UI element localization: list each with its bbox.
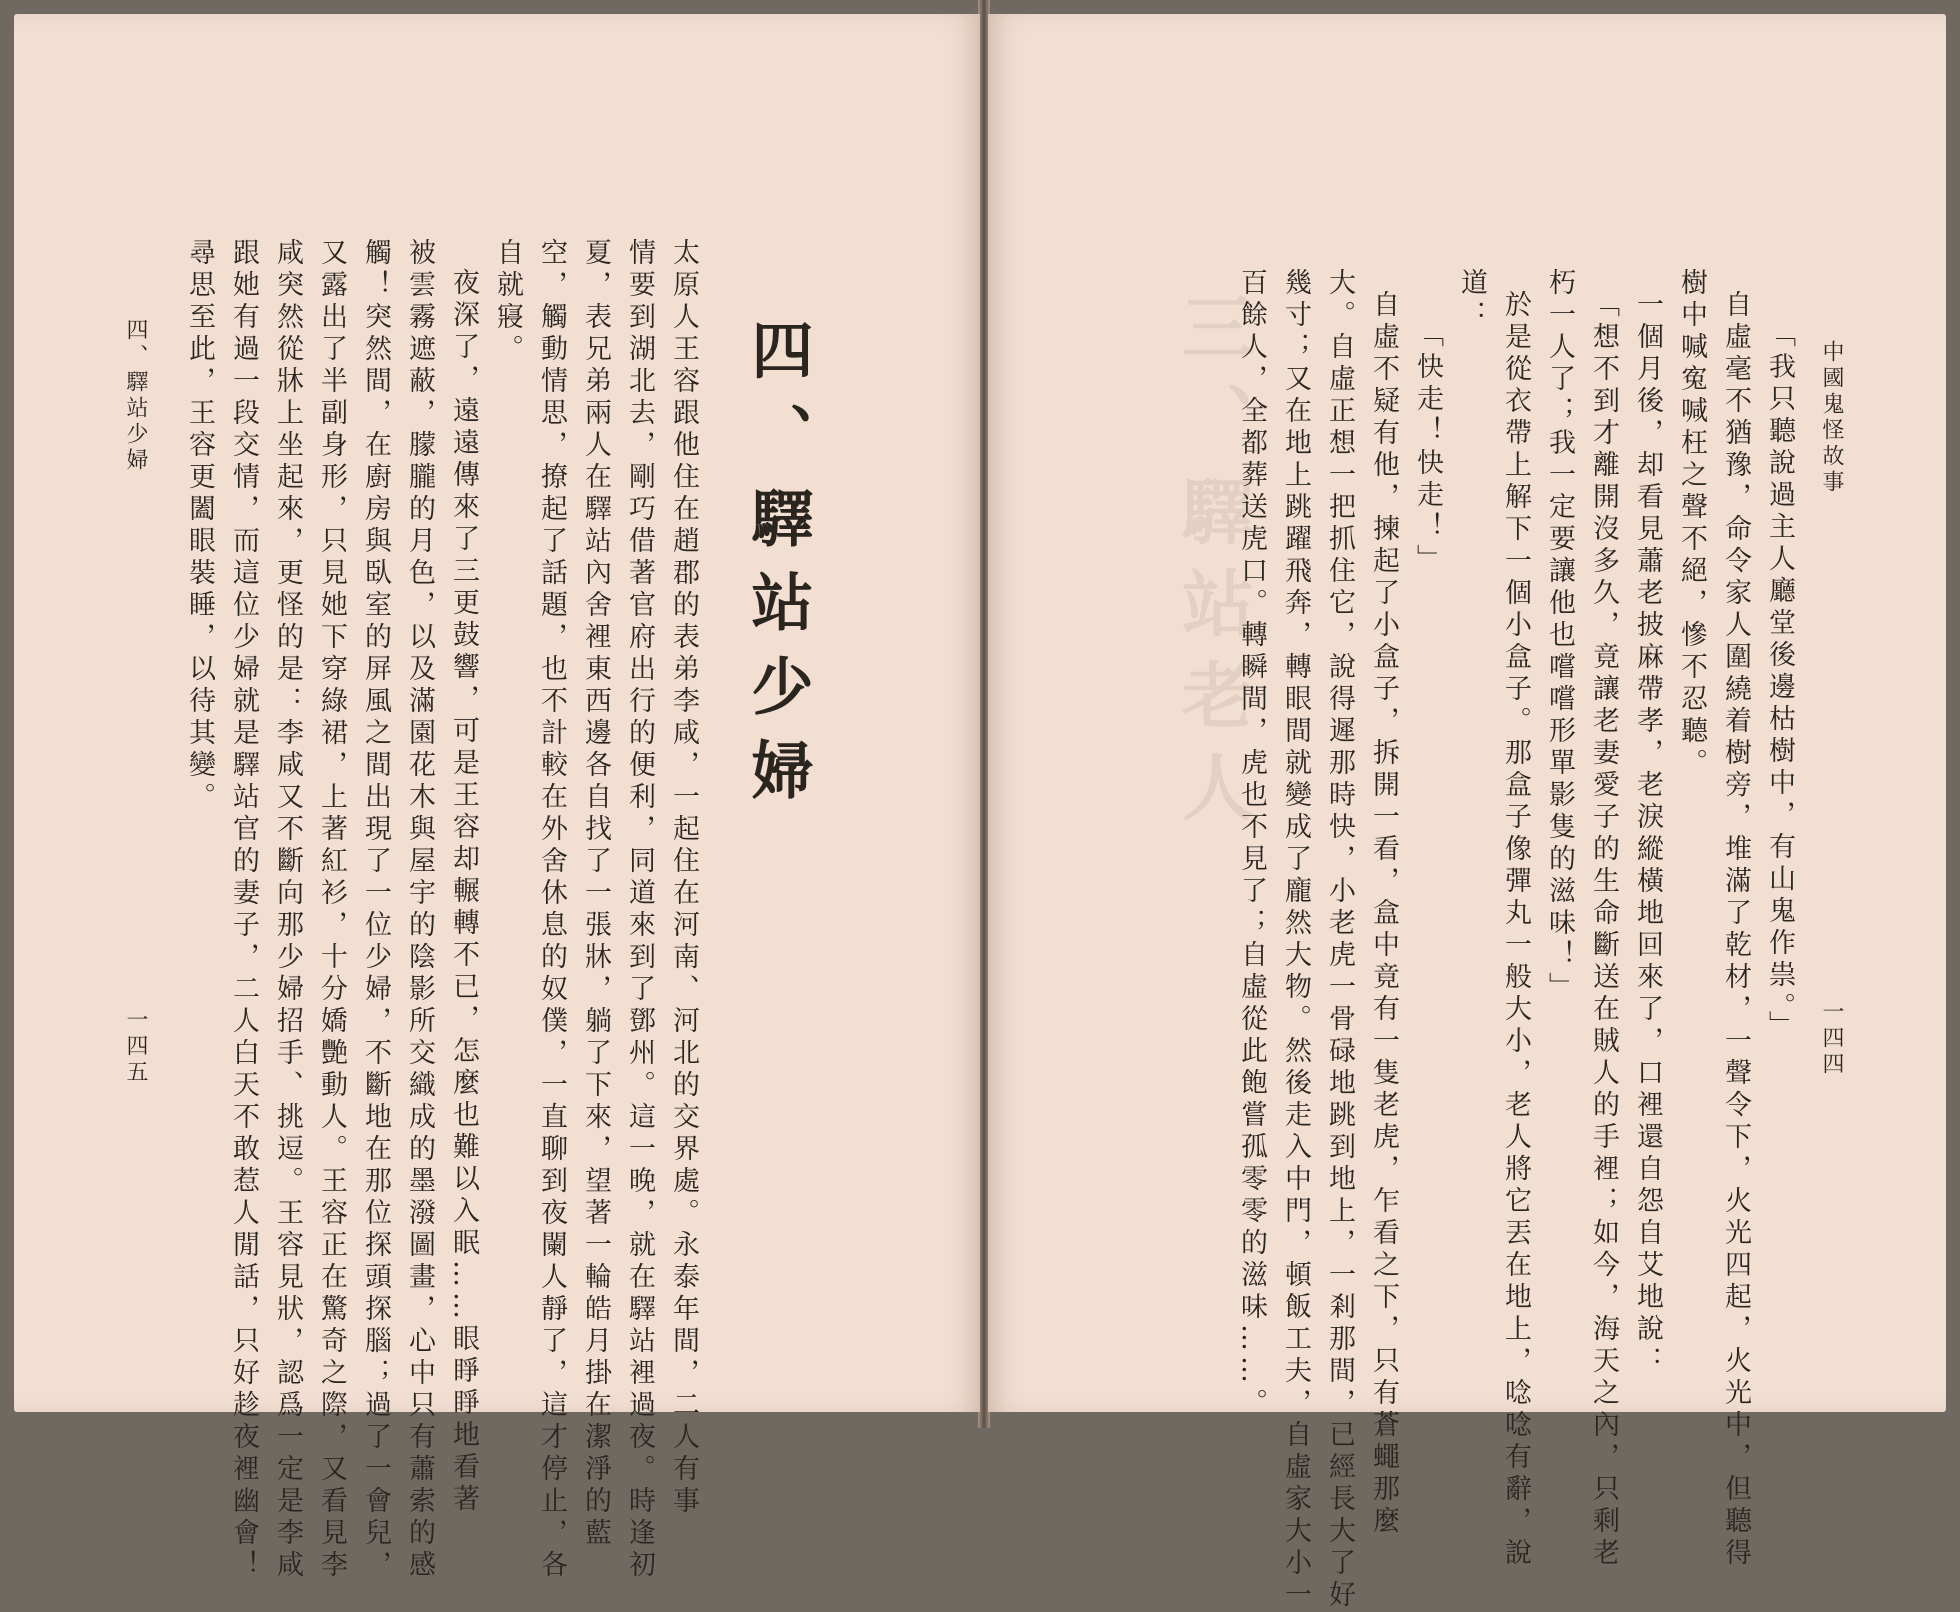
right-line-5: 「想不到才離開沒多久，竟讓老妻愛子的生命斷送在賊人的手裡；如今，海天之內，只剩老: [1588, 290, 1619, 1570]
left-page: [14, 14, 980, 1412]
left-footer-title: 四、驛站少婦: [123, 318, 148, 474]
right-line-9: 「快走！快走！」: [1412, 320, 1443, 576]
left-line-6: 夜深了，遠遠傳來了三更鼓響，可是王容却輾轉不已，怎麼也難以入眠……眼睜睜地看著: [448, 268, 479, 1516]
right-line-10: 自虛不疑有他，揀起了小盒子，拆開一看，盒中竟有一隻老虎，乍看之下，只有蒼蠅那麼: [1368, 290, 1399, 1538]
left-line-9: 又露出了半副身形，只見她下穿綠裙，上著紅衫，十分嬌艷動人。王容正在驚奇之際，又看見李: [316, 238, 347, 1582]
left-line-10: 咸突然從牀上坐起來，更怪的是：李咸又不斷向那少婦招手、挑逗。王容見狀，認爲一定是李咸: [272, 238, 303, 1582]
right-line-2: 自虛毫不猶豫，命令家人圍繞着樹旁，堆滿了乾材，一聲令下，火光四起，火光中，但聽得: [1720, 290, 1751, 1570]
right-page: [988, 14, 1946, 1412]
right-line-4: 一個月後，却看見蕭老披麻帶孝，老淚縱橫地回來了，口裡還自怨自艾地說：: [1632, 290, 1663, 1378]
left-line-12: 尋思至此，王容更闔眼裝睡，以待其變。: [184, 238, 215, 814]
left-line-5: 自就寢。: [492, 238, 523, 366]
left-line-11: 跟她有過一段交情，而這位少婦就是驛站官的妻子，二人白天不敢惹人閒話，只好趁夜裡幽會！: [228, 238, 259, 1582]
left-page-number: 一四五: [123, 1008, 148, 1086]
running-header: 中國鬼怪故事: [1819, 340, 1844, 496]
left-line-2: 情要到湖北去，剛巧借著官府出行的便利，同道來到了鄧州。這一晚，就在驛站裡過夜。時逢初: [624, 238, 655, 1582]
bleed-through-text: 三、驛站老人: [1170, 290, 1254, 842]
left-line-1: 太原人王容跟他住在趙郡的表弟李咸，一起住在河南、河北的交界處。永泰年間，二人有事: [668, 238, 699, 1518]
right-line-1: 「我只聽說過主人廳堂後邊枯樹中，有山鬼作祟。」: [1764, 320, 1795, 1043]
right-line-7: 於是從衣帶上解下一個小盒子。那盒子像彈丸一般大小，老人將它丟在地上，唸唸有辭，說: [1500, 290, 1531, 1570]
right-line-12: 幾寸；又在地上跳躍飛奔，轉眼間就變成了龐然大物。然後走入中門，頓飯工夫，自虛家大小一: [1280, 268, 1311, 1612]
chapter-title: 四、驛站少婦: [741, 318, 814, 822]
right-line-13: 百餘人，全都葬送虎口。轉瞬間，虎也不見了；自虛從此飽嘗孤零零的滋味……。: [1236, 268, 1267, 1420]
right-line-3: 樹中喊寃喊枉之聲不絕，慘不忍聽。: [1676, 268, 1707, 780]
left-line-3: 夏，表兄弟兩人在驛站內舍裡東西邊各自找了一張牀，躺了下來，望著一輪皓月掛在潔淨的藍: [580, 238, 611, 1550]
right-page-number: 一四四: [1819, 1000, 1844, 1078]
right-line-11: 大。自虛正想一把抓住它，說得遲那時快，小老虎一骨碌地跳到地上，一剎那間，已經長大了好: [1324, 268, 1355, 1612]
right-line-6: 朽一人了；我一定要讓他也嚐嚐形單影隻的滋味！」: [1544, 268, 1575, 1004]
left-line-7: 被雲霧遮蔽，朦朧的月色，以及滿園花木與屋宇的陰影所交織成的墨潑圖畫，心中只有蕭索的感: [404, 238, 435, 1582]
left-line-4: 空，觸動情思，撩起了話題，也不計較在外舍休息的奴僕，一直聊到夜闌人靜了，這才停止，各: [536, 238, 567, 1582]
right-line-8: 道：: [1456, 268, 1487, 332]
left-line-8: 觸！突然間，在廚房與臥室的屏風之間出現了一位少婦，不斷地在那位探頭探腦；過了一會兒，: [360, 238, 391, 1582]
